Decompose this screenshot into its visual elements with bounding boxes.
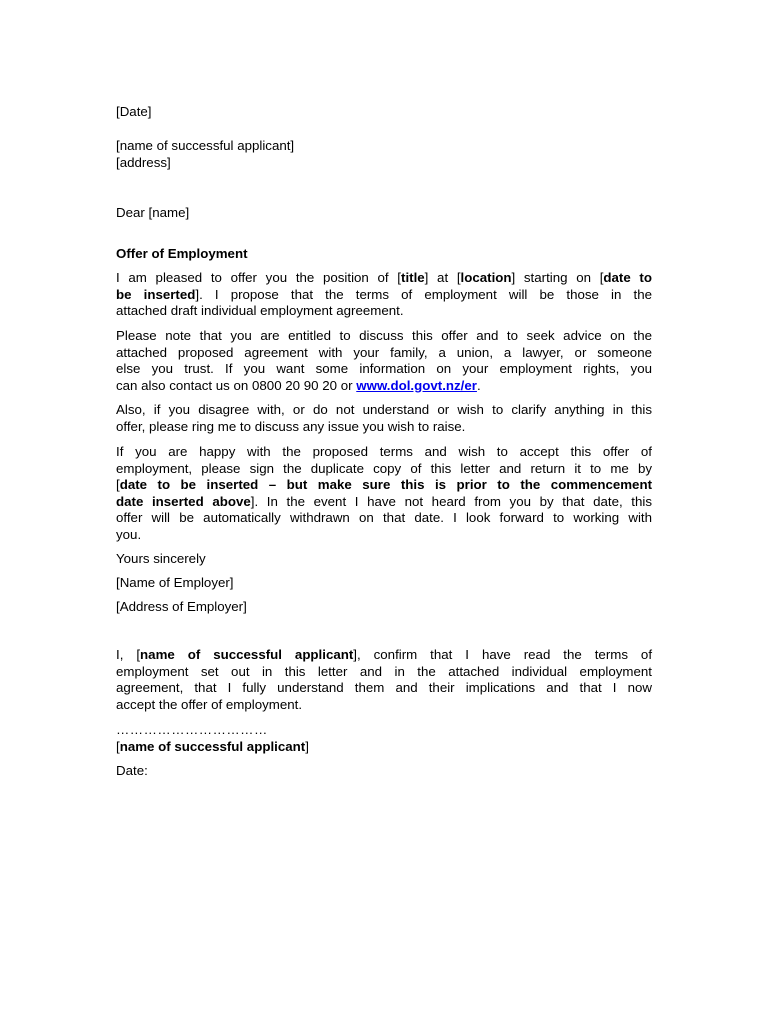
- acceptance-line-1: If you are happy with the proposed terms and wish to accept this offer of: [116, 444, 652, 459]
- acceptance-line-6: you.: [116, 526, 142, 542]
- advice-line-4: can also contact us on 0800 20 90 20 or www.dol.govt.nz/er.: [116, 377, 481, 393]
- acceptance-line-3: [date to be inserted – but make sure this is prior to the commencement: [116, 477, 652, 493]
- advice-paragraph: [116, 328, 652, 394]
- disagree-paragraph: [116, 402, 652, 435]
- dol-website-link[interactable]: www.dol.govt.nz/er: [356, 377, 477, 393]
- signature-date-label: Date:: [116, 763, 148, 778]
- offer-line-3: attached draft individual employment agreement.: [116, 303, 404, 319]
- confirmation-paragraph: [116, 647, 652, 713]
- recipient-name: [name of successful applicant]: [116, 138, 295, 153]
- letter-date: [Date]: [116, 104, 152, 119]
- offer-line-1: I am pleased to offer you the position of [title] at [location] starting on [date to: [116, 270, 652, 285]
- recipient-block: [116, 138, 652, 171]
- confirmation-line-2: employment set out in this letter and in the attached individual employment: [116, 663, 652, 679]
- recipient-address: [address]: [116, 154, 171, 170]
- disagree-line-2: offer, please ring me to discuss any issue you wish to raise.: [116, 418, 466, 434]
- offer-line-2: be inserted]. I propose that the terms of employment will be those in the: [116, 286, 652, 302]
- letter-heading: Offer of Employment: [116, 246, 248, 261]
- sign-off: Yours sincerely: [116, 551, 206, 566]
- disagree-line-1: Also, if you disagree with, or do not understand or wish to clarify anything in this: [116, 402, 652, 417]
- acceptance-paragraph: [116, 444, 652, 544]
- confirmation-line-4: accept the offer of employment.: [116, 696, 303, 712]
- advice-line-1: Please note that you are entitled to discuss this offer and to seek advice on the: [116, 328, 652, 343]
- offer-paragraph: [116, 270, 652, 320]
- confirmation-line-1: I, [name of successful applicant], confirm that I have read the terms of: [116, 647, 653, 662]
- signature-name: [name of successful applicant]: [116, 738, 309, 754]
- signature-block: [116, 722, 652, 755]
- confirmation-line-3: agreement, that I fully understand them and their implications and that I now: [116, 680, 652, 696]
- signature-line: ……………………………: [116, 722, 268, 737]
- acceptance-line-4: date inserted above]. In the event I have not heard from you by that date, this: [116, 493, 652, 509]
- advice-line-2: attached proposed agreement with your family, a union, a lawyer, or someone: [116, 344, 652, 360]
- acceptance-line-5: offer will be automatically withdrawn on that date. I look forward to working with: [116, 510, 652, 526]
- employer-address: [Address of Employer]: [116, 599, 247, 614]
- advice-line-3: else you trust. If you want some information on your employment rights, you: [116, 361, 652, 377]
- employer-name: [Name of Employer]: [116, 575, 234, 590]
- acceptance-line-2: employment, please sign the duplicate copy of this letter and return it to me by: [116, 460, 652, 476]
- salutation: Dear [name]: [116, 205, 190, 220]
